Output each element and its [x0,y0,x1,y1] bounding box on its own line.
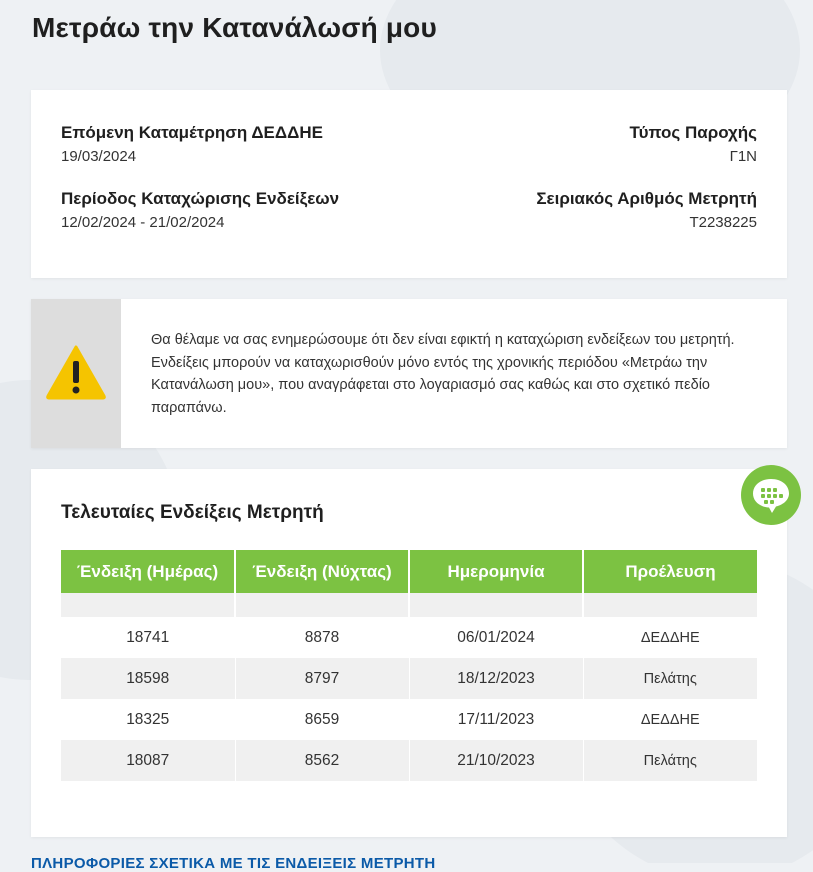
column-header-night-reading: Ένδειξη (Νύχτας) [235,550,409,593]
readings-table [61,550,757,781]
day-reading-cell: 18087 [61,740,235,781]
meter-serial-block [536,189,757,231]
entry-period-label: Περίοδος Καταχώρισης Ενδείξεων [61,189,340,208]
column-header-date: Ημερομηνία [409,550,583,593]
table-row [61,617,757,658]
origin-cell: ΔΕΔΔΗΕ [583,617,757,658]
warning-icon [45,344,107,400]
column-header-origin: Προέλευση [583,550,757,593]
date-cell: 06/01/2024 [409,617,583,658]
next-reading-label: Επόμενη Καταμέτρηση ΔΕΔΔΗΕ [61,123,323,142]
notice-icon-box [31,299,121,448]
column-header-day-reading: Ένδειξη (Ημέρας) [61,550,235,593]
chat-bubble-icon [751,476,791,514]
origin-cell: ΔΕΔΔΗΕ [583,699,757,740]
meter-readings-info-link[interactable]: ΠΛΗΡΟΦΟΡΙΕΣ ΣΧΕΤΙΚΑ ΜΕ ΤΙΣ ΕΝΔΕΙΞΕΙΣ ΜΕΤΡΗΤΗ [31,855,436,872]
entry-period-block [61,189,339,231]
table-row [61,740,757,781]
next-reading-value: 19/03/2024 [61,148,137,165]
chat-button[interactable] [741,465,801,525]
date-cell: 18/12/2023 [409,658,583,699]
meter-serial-value: Τ2238225 [689,214,757,231]
meter-serial-label: Σειριακός Αριθμός Μετρητή [536,189,757,208]
notice-text: Θα θέλαμε να σας ενημερώσουμε ότι δεν είναι εφικτή η καταχώριση ενδείξεων του μετρητή. Ενδείξεις μπορούν να καταχωρισθούν μόνο εντός της χρονικής περιόδου «Μετράω την Κατανάλωση μου», που αναγράφεται στο λογαριασμό σας καθώς και στο σχετικό πεδίο παραπάνω. [151,332,735,416]
supply-type-label: Τύπος Παροχής [629,123,757,142]
night-reading-cell: 8659 [235,699,409,740]
supply-type-block [629,123,757,165]
day-reading-cell: 18741 [61,617,235,658]
night-reading-cell: 8878 [235,617,409,658]
readings-card [31,469,787,837]
readings-title: Τελευταίες Ενδείξεις Μετρητή [61,502,324,523]
night-reading-cell: 8797 [235,658,409,699]
origin-cell: Πελάτης [583,658,757,699]
table-spacer-row [61,593,757,617]
day-reading-cell: 18325 [61,699,235,740]
entry-period-value: 12/02/2024 - 21/02/2024 [61,214,225,231]
next-reading-block [61,123,323,165]
table-row [61,658,757,699]
notice-card [31,299,787,448]
table-row [61,699,757,740]
night-reading-cell: 8562 [235,740,409,781]
day-reading-cell: 18598 [61,658,235,699]
meter-info-card [31,90,787,278]
date-cell: 21/10/2023 [409,740,583,781]
date-cell: 17/11/2023 [409,699,583,740]
supply-type-value: Γ1Ν [729,148,757,165]
page-title: Μετράω την Κατανάλωσή μου [32,12,437,43]
origin-cell: Πελάτης [583,740,757,781]
readings-header-row [61,550,757,593]
